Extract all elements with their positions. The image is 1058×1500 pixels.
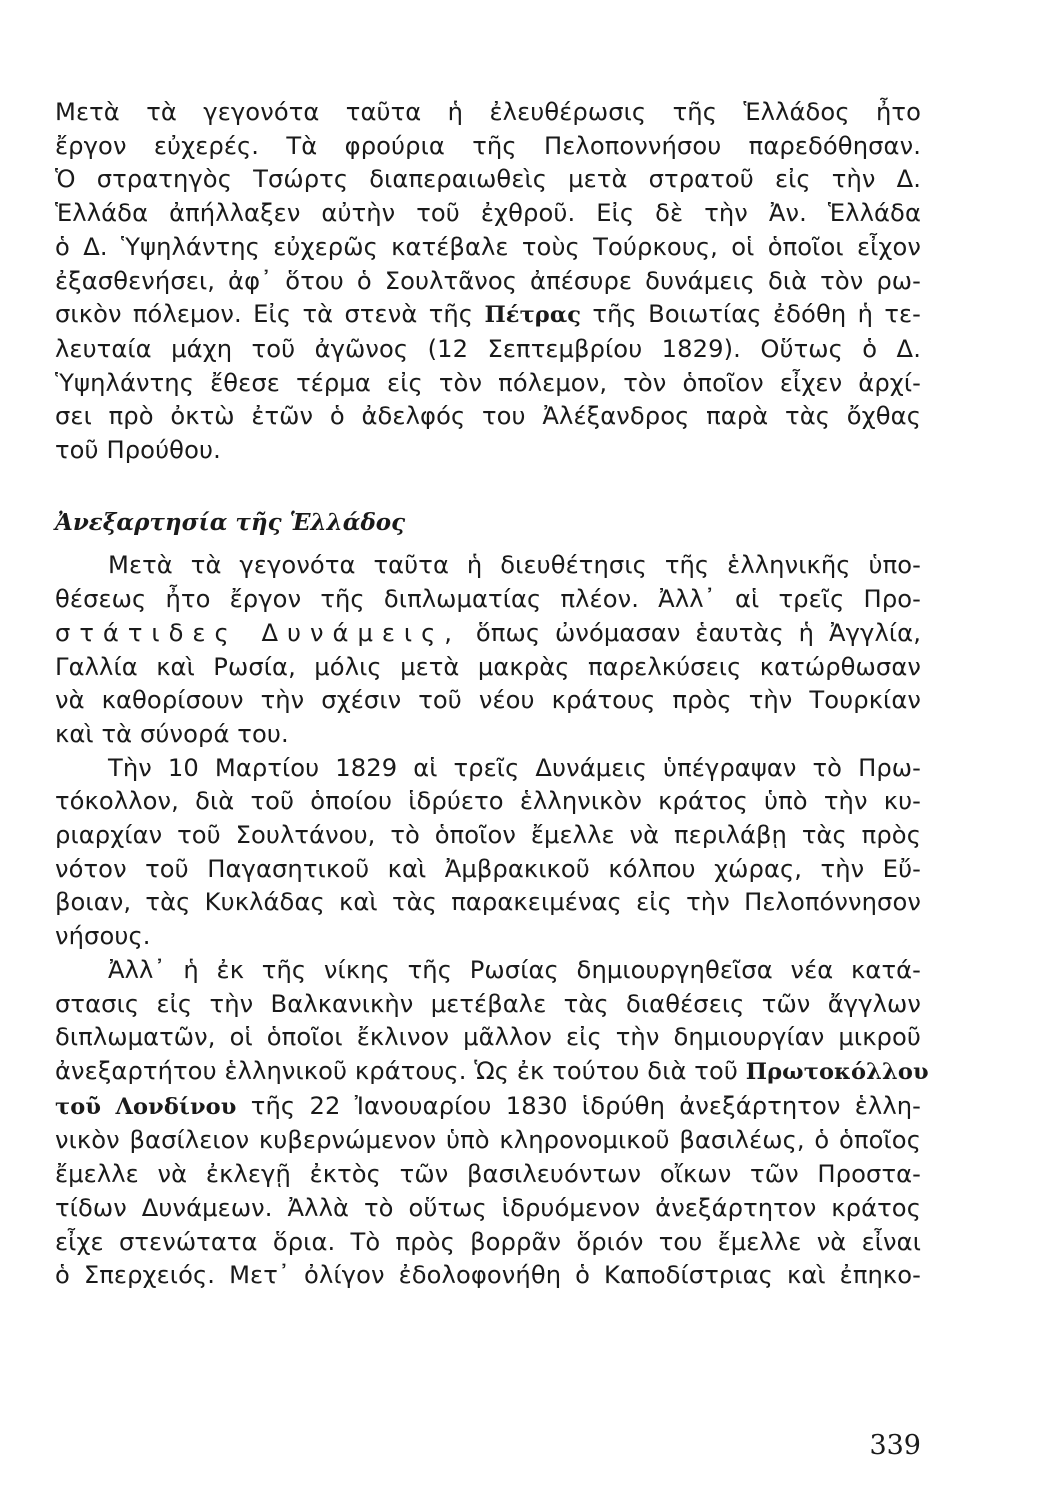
text-run: ὅπως ὠνόμασαν ἑαυτὰς ἡ Ἀγγλία,: [475, 618, 921, 647]
text-line: τόκολλον, διὰ τοῦ ὁποίου ἱδρύετο ἑλληνικὸν κράτος ὑπὸ τὴν κυ-: [55, 787, 921, 816]
text-line: λευταία μάχη τοῦ ἀγῶνος (12 Σεπτεμβρίου 1829). Οὕτως ὁ Δ.: [55, 334, 921, 363]
text-line: ὁ Σπερχειός. Μετ᾽ ὀλίγον ἐδολοφονήθη ὁ Καποδίστριας καὶ ἐπηκο-: [55, 1261, 921, 1290]
text-line: ριαρχίαν τοῦ Σουλτάνου, τὸ ὁποῖον ἔμελλε νὰ περιλάβῃ τὰς πρὸς: [55, 821, 921, 850]
text-line: Τὴν 10 Μαρτίου 1829 αἱ τρεῖς Δυνάμεις ὑπέγραψαν τὸ Πρω-: [108, 753, 921, 782]
bold-term-petras: Πέτρας: [484, 302, 582, 329]
text-line: [55, 617, 921, 651]
text-line: νικὸν βασίλειον κυβερνώμενον ὑπὸ κληρονομικοῦ βασιλέως, ὁ ὁποῖος: [55, 1126, 921, 1155]
text-line: Ἀλλ᾽ ἡ ἐκ τῆς νίκης τῆς Ρωσίας δημιουργηθεῖσα νέα κατά-: [108, 955, 921, 984]
text-line: διπλωματῶν, οἱ ὁποῖοι ἔκλινον μᾶλλον εἰς τὴν δημιουργίαν μικροῦ: [55, 1023, 921, 1052]
text-run: τῆς 22 Ἰανουαρίου 1830 ἱδρύθη ἀνεξάρτητον ἑλλη-: [250, 1091, 921, 1120]
text-line: Μετὰ τὰ γεγονότα ταῦτα ἡ διευθέτησις τῆς ἑλληνικῆς ὑπο-: [108, 551, 921, 580]
spaced-term: στάτιδες Δυνάμεις,: [55, 618, 461, 647]
text-line: [55, 298, 921, 333]
text-line: [55, 1090, 921, 1125]
bold-term-protocol: Πρωτοκόλλου: [745, 1058, 929, 1085]
text-line: Ὑψηλάντης ἔθεσε τέρμα εἰς τὸν πόλεμον, τὸν ὁποῖον εἶχεν ἀρχί-: [55, 368, 921, 397]
text-line: θέσεως ἦτο ἔργον τῆς διπλωματίας πλέον. Ἀλλ᾽ αἱ τρεῖς Προ-: [55, 585, 921, 614]
text-line: καὶ τὰ σύνορά του.: [55, 719, 289, 748]
bold-term-london: τοῦ Λονδίνου: [55, 1093, 237, 1120]
text-line: ἔργον εὐχερές. Τὰ φρούρια τῆς Πελοποννήσου παρεδόθησαν.: [55, 131, 921, 160]
text-run: ἀνεξαρτήτου ἑλληνικοῦ κράτους. Ὡς ἐκ τούτου διὰ τοῦ: [55, 1056, 738, 1085]
text-line: στασις εἰς τὴν Βαλκανικὴν μετέβαλε τὰς διαθέσεις τῶν ἄγγλων: [55, 989, 921, 1018]
text-line: εἶχε στενώτατα ὅρια. Τὸ πρὸς βορρᾶν ὅριόν του ἔμελλε νὰ εἶναι: [55, 1227, 921, 1256]
text-line: Μετὰ τὰ γεγονότα ταῦτα ἡ ἐλευθέρωσις τῆς Ἑλλάδος ἦτο: [55, 98, 921, 126]
text-line: ὁ Δ. Ὑψηλάντης εὐχερῶς κατέβαλε τοὺς Τούρκους, οἱ ὁποῖοι εἶχον: [55, 232, 921, 261]
text-line: Ὁ στρατηγὸς Τσώρτς διαπεραιωθεὶς μετὰ στρατοῦ εἰς τὴν Δ.: [55, 165, 921, 194]
text-line: νότον τοῦ Παγασητικοῦ καὶ Ἀμβρακικοῦ κόλπου χώρας, τὴν Εὔ-: [55, 854, 921, 883]
text-line: ἔμελλε νὰ ἐκλεγῇ ἐκτὸς τῶν βασιλευόντων οἴκων τῶν Προστα-: [55, 1160, 921, 1189]
paragraph-3: [55, 752, 921, 954]
text-run: τῆς Βοιωτίας ἐδόθη ἡ τε-: [592, 300, 922, 329]
text-line: τίδων Δυνάμεων. Ἀλλὰ τὸ οὕτως ἱδρυόμενον ἀνεξάρτητον κράτος: [55, 1193, 921, 1222]
text-line: Γαλλία καὶ Ρωσία, μόλις μετὰ μακρὰς παρελκύσεις κατώρθωσαν: [55, 652, 921, 681]
text-line: σει πρὸ ὀκτὼ ἐτῶν ὁ ἀδελφός του Ἀλέξανδρος παρὰ τὰς ὄχθας: [55, 402, 921, 431]
text-run: σικὸν πόλεμον. Εἰς τὰ στενὰ τῆς: [55, 300, 474, 329]
text-line: νήσους.: [55, 922, 151, 951]
paragraph-2: [55, 549, 921, 751]
page-body: [55, 96, 929, 1293]
page-number: 339: [869, 1430, 921, 1461]
text-line: τοῦ Προύθου.: [55, 436, 221, 465]
text-line: νὰ καθορίσουν τὴν σχέσιν τοῦ νέου κράτους πρὸς τὴν Τουρκίαν: [55, 686, 921, 715]
paragraph-4: [55, 954, 929, 1293]
paragraph-1: [55, 96, 921, 468]
text-line: ἐξασθενήσει, ἀφ᾽ ὅτου ὁ Σουλτᾶνος ἀπέσυρε δυνάμεις διὰ τὸν ρω-: [55, 266, 921, 295]
section-heading: Ἀνεξαρτησία τῆς Ἑλλάδος: [55, 508, 406, 536]
text-line: Ἑλλάδα ἀπήλλαξεν αὐτὴν τοῦ ἐχθροῦ. Εἰς δὲ τὴν Ἀν. Ἑλλάδα: [55, 199, 921, 228]
text-line: βοιαν, τὰς Κυκλάδας καὶ τὰς παρακειμένας εἰς τὴν Πελοπόννησον: [55, 888, 921, 917]
text-line: [55, 1055, 929, 1090]
